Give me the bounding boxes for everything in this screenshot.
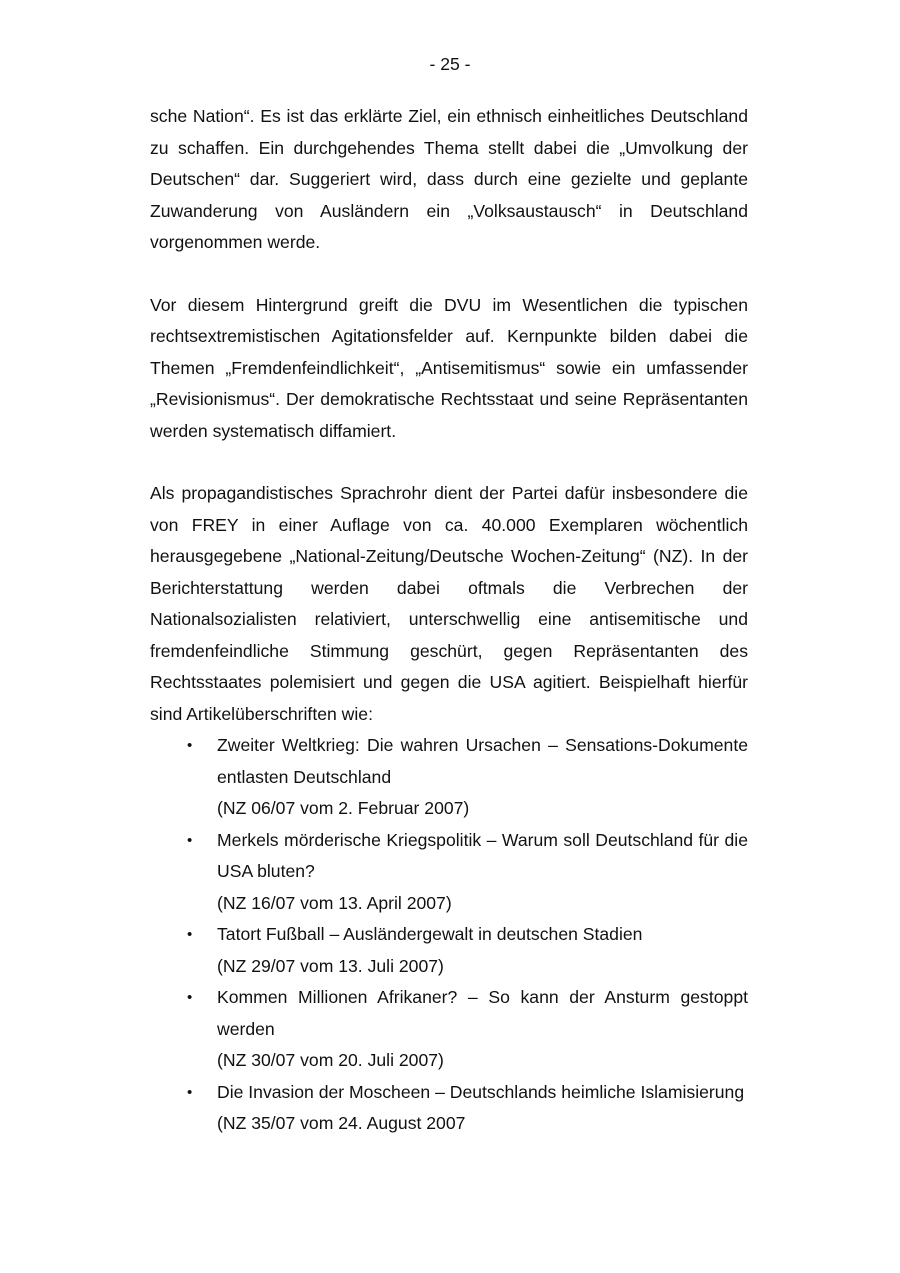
headline-title: Zweiter Weltkrieg: Die wahren Ursachen – Sensations-Dokumente entlasten Deutschland [217, 735, 748, 787]
paragraph-national-zeitung: Als propagandistisches Sprachrohr dient der Partei dafür insbesondere die von FREY in einer Auflage von ca. 40.000 Exemplaren wöchentlich herausgegebene „National-Zeitung/Deutsche Wochen-Zeitung“ (NZ). In der Berichterstattung werden dabei oftmals die Verbrechen der Nationalsozialisten relativiert, unterschwellig eine antisemitische und fremdenfeindliche Stimmung geschürt, gegen Repräsentanten des Rechtsstaates polemisiert und gegen die USA agitiert. Beispielhaft hierfür sind Artikelüberschriften wie: [150, 483, 748, 724]
paragraph-agitation: Vor diesem Hintergrund greift die DVU im Wesentlichen die typischen rechtsextremistischen Agitationsfelder auf. Kernpunkte bilden dabei die Themen „Fremdenfeindlichkeit“, „Antisemitismus“ sowie ein umfassender „Revisionismus“. Der demokratische Rechtsstaat und seine Repräsentanten werden systematisch diffamiert. [150, 294, 748, 441]
page-number: - 25 - [429, 54, 471, 74]
list-item [150, 825, 748, 920]
headline-title: Kommen Millionen Afrikaner? – So kann der Ansturm gestoppt werden [217, 987, 748, 1039]
body-text [150, 101, 748, 1140]
headline-title: Die Invasion der Moscheen – Deutschlands heimliche Islamisierung [217, 1081, 745, 1102]
headline-list [150, 730, 748, 1140]
bullet-icon: • [187, 926, 193, 943]
bullet-icon: • [187, 989, 193, 1006]
headline-reference: (NZ 30/07 vom 20. Juli 2007) [217, 1050, 444, 1070]
headline-reference: (NZ 06/07 vom 2. Februar 2007) [217, 798, 470, 818]
bullet-icon: • [187, 1083, 193, 1101]
headline-reference: (NZ 35/07 vom 24. August 2007 [217, 1113, 466, 1133]
list-item [150, 982, 748, 1077]
headline-title: Merkels mörderische Kriegspolitik – Warum soll Deutschland für die USA bluten? [217, 829, 748, 881]
list-item [150, 730, 748, 825]
bullet-icon: • [187, 737, 193, 754]
paragraph-nation: sche Nation“. Es ist das erklärte Ziel, ein ethnisch einheitliches Deutschland zu schaffen. Ein durchgehendes Thema stellt dabei die „Umvolkung der Deutschen“ dar. Suggeriert wird, dass durch eine gezielte und geplante Zuwanderung von Ausländern ein „Volksaustausch“ in Deutschland vorgenommen werde. [150, 106, 748, 252]
headline-reference: (NZ 29/07 vom 13. Juli 2007) [217, 955, 444, 976]
list-item [150, 919, 748, 982]
headline-title: Tatort Fußball – Ausländergewalt in deutschen Stadien [217, 924, 643, 944]
bullet-icon: • [187, 831, 193, 849]
list-item [150, 1077, 748, 1140]
headline-reference: (NZ 16/07 vom 13. April 2007) [217, 892, 452, 913]
